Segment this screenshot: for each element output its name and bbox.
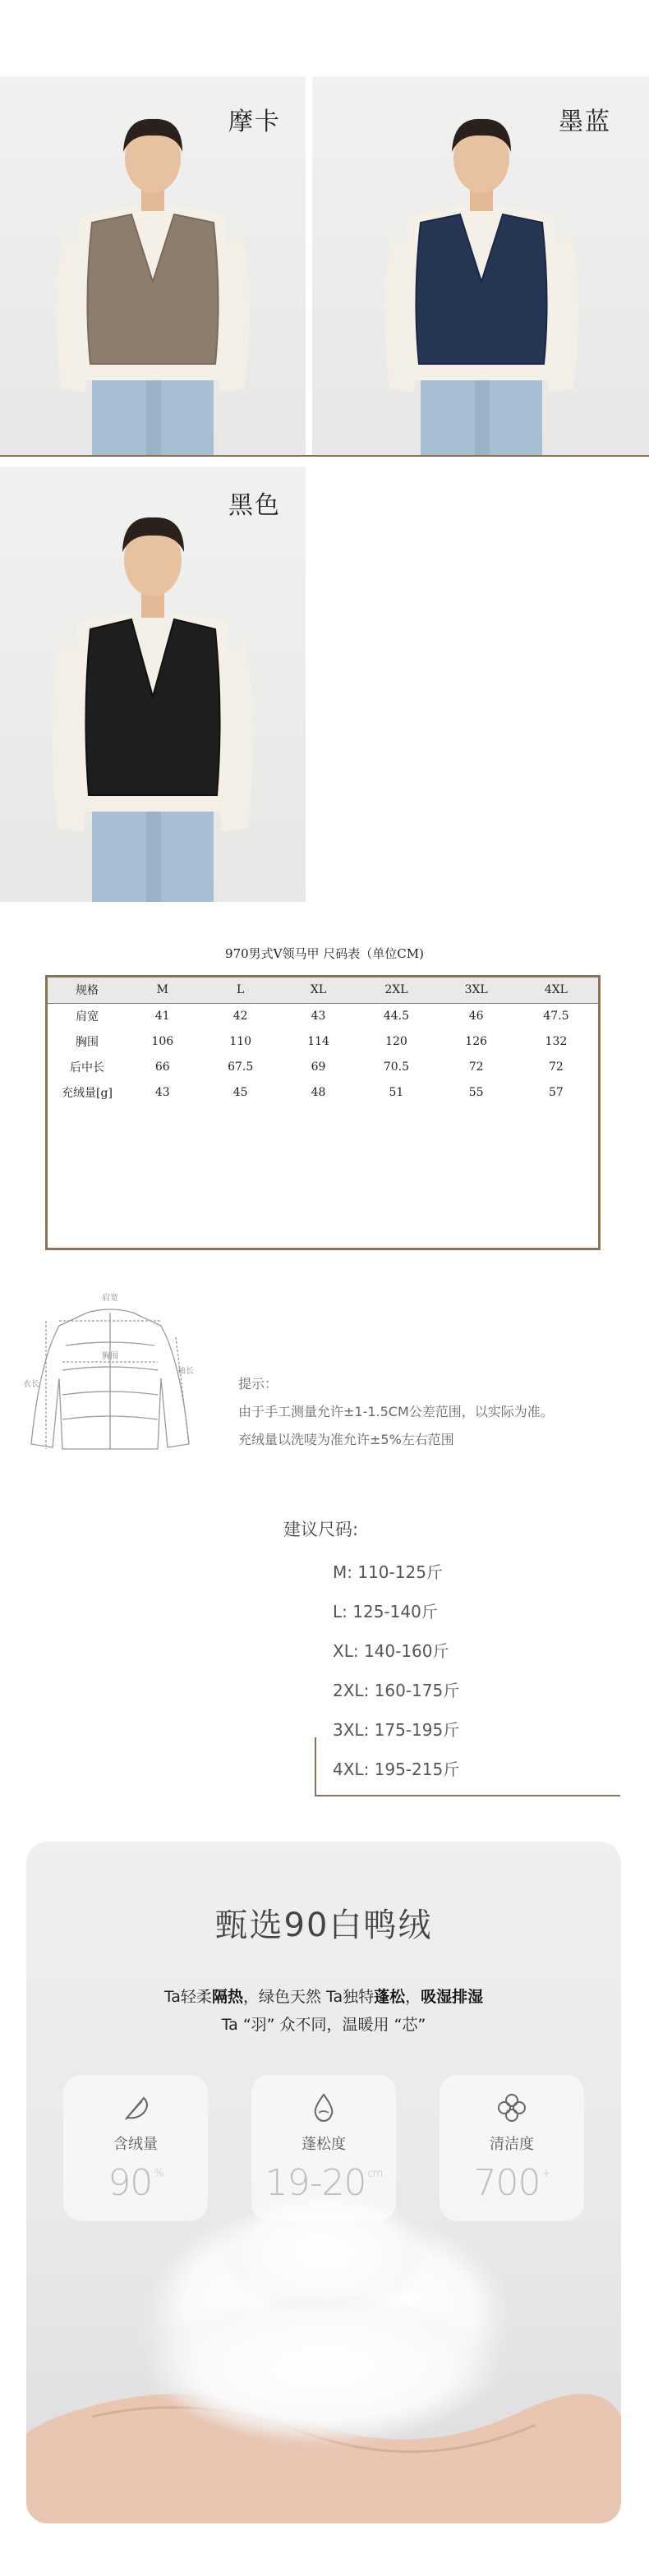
product-caption: 黑色 bbox=[228, 491, 281, 520]
text-segment: ， bbox=[405, 1988, 421, 2006]
stat-unit: % bbox=[154, 2168, 163, 2180]
stat-label: 含绒量 bbox=[113, 2136, 158, 2153]
text-highlight: 吸湿排湿 bbox=[421, 1988, 484, 2006]
list-item: L: 125-140斤 bbox=[333, 1602, 438, 1622]
table-cell: 132 bbox=[545, 1034, 568, 1048]
text-segment: ，绿色天然 Ta独特 bbox=[242, 1988, 375, 2006]
stat-number: 90 bbox=[108, 2162, 153, 2204]
table-cell: 肩宽 bbox=[76, 1010, 99, 1024]
sketch-label-sleeve: 袖长 bbox=[177, 1367, 194, 1376]
table-cell: 43 bbox=[154, 1085, 170, 1099]
down-feature-card bbox=[26, 1842, 621, 2523]
measurement-hint bbox=[238, 1370, 554, 1454]
recommend-list bbox=[333, 1559, 459, 1796]
stat-loft bbox=[251, 2075, 396, 2221]
table-cell: 51 bbox=[389, 1085, 404, 1099]
table-cell: 114 bbox=[307, 1034, 329, 1048]
table-cell: 41 bbox=[154, 1009, 170, 1023]
sketch-label-chest: 胸围 bbox=[102, 1352, 118, 1361]
table-cell: 48 bbox=[311, 1085, 326, 1099]
sketch-label-length: 衣长 bbox=[23, 1380, 39, 1389]
table-cell: 55 bbox=[468, 1085, 484, 1099]
table-cell: 充绒量[g] bbox=[62, 1086, 113, 1100]
list-item: 3XL: 175-195斤 bbox=[333, 1720, 460, 1740]
table-cell: 胸围 bbox=[76, 1035, 99, 1049]
hint-line: 充绒量以洗唛为准允许±5%左右范围 bbox=[238, 1432, 454, 1447]
size-table-title: 970男式V领马甲 尺码表（单位CM) bbox=[225, 946, 424, 961]
photo-divider bbox=[0, 455, 649, 457]
stat-unit: + bbox=[541, 2168, 550, 2180]
table-cell: 46 bbox=[468, 1009, 484, 1023]
table-cell: 44.5 bbox=[383, 1009, 410, 1023]
size-table bbox=[45, 975, 601, 1250]
table-header-cell: L bbox=[199, 978, 283, 1003]
stat-label: 蓬松度 bbox=[301, 2136, 346, 2153]
accent-bracket bbox=[315, 1737, 316, 1796]
table-header-cell: XL bbox=[283, 978, 355, 1003]
recommend-title: 建议尺码: bbox=[283, 1520, 359, 1539]
table-cell: 120 bbox=[385, 1034, 407, 1048]
list-item: 2XL: 160-175斤 bbox=[333, 1681, 460, 1700]
feature-title: 甄选90白鸭绒 bbox=[214, 1907, 433, 1944]
product-photo-mocha bbox=[0, 76, 306, 456]
table-header-cell: 4XL bbox=[514, 978, 598, 1003]
table-cell: 47.5 bbox=[543, 1009, 569, 1023]
clover-icon bbox=[495, 2091, 528, 2124]
table-header-cell: 3XL bbox=[439, 978, 514, 1003]
table-cell: 72 bbox=[468, 1060, 484, 1074]
table-row bbox=[48, 1079, 598, 1105]
stat-label: 清洁度 bbox=[490, 2136, 534, 2153]
stat-unit: cm bbox=[367, 2168, 383, 2180]
sketch-label-shoulder: 肩宽 bbox=[102, 1294, 118, 1303]
table-cell: 106 bbox=[151, 1034, 174, 1048]
feature-line-1 bbox=[26, 1985, 621, 2007]
accent-bracket bbox=[315, 1795, 620, 1796]
text-highlight: 蓬松 bbox=[374, 1988, 406, 2006]
table-cell: 110 bbox=[229, 1034, 252, 1048]
list-item: XL: 140-160斤 bbox=[333, 1641, 449, 1661]
size-table-grid bbox=[48, 978, 598, 1105]
stat-fill-power bbox=[63, 2075, 208, 2221]
table-header-cell: 规格 bbox=[48, 978, 127, 1003]
water-drop-icon bbox=[307, 2091, 340, 2124]
stat-number: 19-20 bbox=[265, 2162, 366, 2204]
list-item: M: 110-125斤 bbox=[333, 1562, 443, 1582]
table-cell: 67.5 bbox=[228, 1060, 254, 1074]
feature-line-2: Ta “羽” 众不同，温暖用 “芯” bbox=[221, 2016, 426, 2034]
product-photo-navy bbox=[312, 76, 649, 456]
stat-value bbox=[440, 2162, 584, 2204]
feather-icon bbox=[119, 2091, 152, 2124]
table-cell: 69 bbox=[311, 1060, 326, 1074]
stat-value bbox=[63, 2162, 208, 2204]
table-row bbox=[48, 1054, 598, 1079]
table-cell: 43 bbox=[311, 1009, 326, 1023]
stat-value bbox=[251, 2162, 396, 2204]
table-row bbox=[48, 1028, 598, 1054]
table-cell: 72 bbox=[548, 1060, 564, 1074]
table-header-cell: 2XL bbox=[354, 978, 438, 1003]
stat-number: 700 bbox=[473, 2162, 541, 2204]
table-header-cell: M bbox=[127, 978, 199, 1003]
table-cell: 后中长 bbox=[70, 1060, 104, 1074]
table-header-row bbox=[48, 978, 598, 1003]
stat-cleanliness bbox=[440, 2075, 584, 2221]
table-cell: 66 bbox=[154, 1060, 170, 1074]
list-item: 4XL: 195-215斤 bbox=[333, 1760, 460, 1779]
table-cell: 126 bbox=[465, 1034, 488, 1048]
jacket-measurement-sketch bbox=[20, 1288, 200, 1460]
table-cell: 70.5 bbox=[383, 1060, 410, 1074]
model-figure bbox=[0, 467, 306, 902]
hint-title: 提示： bbox=[238, 1376, 278, 1392]
table-row bbox=[48, 1003, 598, 1028]
product-photo-black bbox=[0, 467, 306, 902]
product-caption: 墨蓝 bbox=[559, 108, 611, 136]
table-cell: 45 bbox=[232, 1085, 248, 1099]
hint-line: 由于手工测量允许±1-1.5CM公差范围，以实际为准。 bbox=[238, 1404, 554, 1419]
table-cell: 42 bbox=[232, 1009, 248, 1023]
table-cell: 57 bbox=[548, 1085, 564, 1099]
text-segment: Ta轻柔 bbox=[163, 1988, 212, 2006]
text-highlight: 隔热 bbox=[211, 1988, 243, 2006]
product-caption: 摩卡 bbox=[228, 108, 281, 136]
